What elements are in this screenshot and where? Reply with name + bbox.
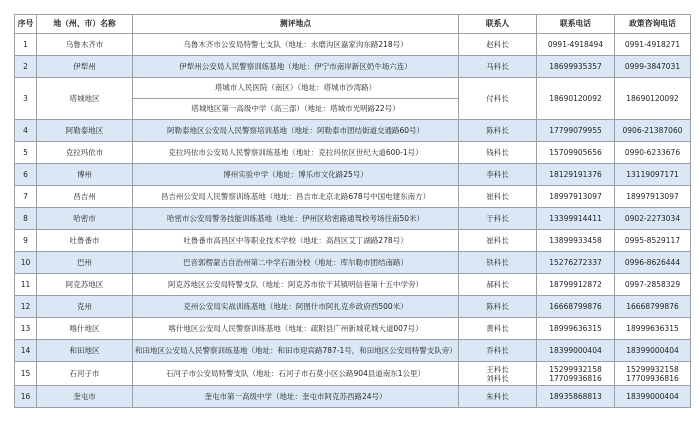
row-phone: 13399914411 xyxy=(537,208,615,230)
row-site-secondary: 塔城地区第一高级中学（高三部）（地址：塔城市光明路22号） xyxy=(133,99,459,120)
table-row xyxy=(15,252,691,274)
table-row xyxy=(15,230,691,252)
row-no: 4 xyxy=(15,120,37,142)
row-region: 阿勒泰地区 xyxy=(37,120,133,142)
row-no: 8 xyxy=(15,208,37,230)
row-site: 塔城市人民医院（南区）（地址：塔城市沙湾路） xyxy=(133,78,459,99)
header-row xyxy=(15,15,691,34)
table-row xyxy=(15,142,691,164)
row-policy-phone: 18399000404 xyxy=(615,340,691,362)
row-contact: 郝科长 xyxy=(459,274,537,296)
row-policy-phone: 18399000404 xyxy=(615,386,691,408)
row-contact: 赵科长 xyxy=(459,34,537,56)
row-contact: 陈科长 xyxy=(459,120,537,142)
row-phone: 18799912872 xyxy=(537,274,615,296)
table-row xyxy=(15,296,691,318)
row-policy-phone: 0906-21387060 xyxy=(615,120,691,142)
row-phone: 18690120092 xyxy=(537,78,615,120)
row-site: 喀什地区公安局人民警察训练基地（地址：疏附县广州新城花城大道007号） xyxy=(133,318,459,340)
header-site: 测评地点 xyxy=(133,15,459,34)
table-row xyxy=(15,386,691,408)
table-row xyxy=(15,362,691,386)
row-site: 乌鲁木齐市公安局特警七支队（地址：水磨沟区嘉家沟东路218号） xyxy=(133,34,459,56)
row-no: 12 xyxy=(15,296,37,318)
row-region: 哈密市 xyxy=(37,208,133,230)
row-site: 石河子市公安局特警支队（地址：石河子市石莫小区公路904县道南东1公里） xyxy=(133,362,459,386)
row-no: 3 xyxy=(15,78,37,120)
row-no: 1 xyxy=(15,34,37,56)
row-phone: 15709905656 xyxy=(537,142,615,164)
header-region: 地（州、市）名称 xyxy=(37,15,133,34)
row-region: 伊犁州 xyxy=(37,56,133,78)
row-site: 伊犁州公安局人民警察训练基地（地址：伊宁市南岸新区奶牛场六连） xyxy=(133,56,459,78)
row-policy-phone: 0999-3847031 xyxy=(615,56,691,78)
table-row xyxy=(15,208,691,230)
row-contact xyxy=(459,362,537,386)
row-phone: 18399000404 xyxy=(537,340,615,362)
row-site: 吐鲁番市高昌区中等职业技术学校（地址：高昌区艾丁湖路278号） xyxy=(133,230,459,252)
row-region: 昌吉州 xyxy=(37,186,133,208)
row-policy-phone: 0902-2273034 xyxy=(615,208,691,230)
table-container xyxy=(14,14,690,408)
table-row xyxy=(15,164,691,186)
row-policy-phone: 0995-8529117 xyxy=(615,230,691,252)
row-policy-line2: 17709936816 xyxy=(626,373,679,383)
row-no: 2 xyxy=(15,56,37,78)
test-site-table xyxy=(14,14,691,408)
row-region: 克拉玛依市 xyxy=(37,142,133,164)
row-region: 奎屯市 xyxy=(37,386,133,408)
row-site: 奎屯市第一高级中学（地址：奎屯市阿克苏西路24号） xyxy=(133,386,459,408)
table-row xyxy=(15,186,691,208)
row-contact: 崔科长 xyxy=(459,186,537,208)
row-region: 阿克苏地区 xyxy=(37,274,133,296)
row-no: 14 xyxy=(15,340,37,362)
row-contact: 付科长 xyxy=(459,78,537,120)
row-region: 乌鲁木齐市 xyxy=(37,34,133,56)
table-row xyxy=(15,78,691,99)
row-phone: 0991-4918494 xyxy=(537,34,615,56)
row-phone: 18999636315 xyxy=(537,318,615,340)
row-no: 6 xyxy=(15,164,37,186)
row-no: 11 xyxy=(15,274,37,296)
row-phone: 17799079955 xyxy=(537,120,615,142)
row-contact-line1: 王科长 xyxy=(486,364,509,374)
table-row xyxy=(15,318,691,340)
row-contact: 马科长 xyxy=(459,56,537,78)
row-policy-phone: 0990-6233676 xyxy=(615,142,691,164)
row-phone: 16668799876 xyxy=(537,296,615,318)
row-site: 克拉玛依市公安局人民警察训练基地（地址：克拉玛依区世纪大道600-1号） xyxy=(133,142,459,164)
row-phone: 18997913097 xyxy=(537,186,615,208)
row-phone-line1: 15299932158 xyxy=(549,364,602,374)
row-no: 10 xyxy=(15,252,37,274)
row-phone-line2: 17709936816 xyxy=(549,373,602,383)
table-row xyxy=(15,274,691,296)
row-no: 16 xyxy=(15,386,37,408)
row-contact: 钱科长 xyxy=(459,142,537,164)
row-contact: 于科长 xyxy=(459,208,537,230)
row-site: 和田地区公安局人民警察训练基地（地址：和田市迎宾路787-1号，和田地区公安局特警支队旁） xyxy=(133,340,459,362)
row-site: 博州实验中学（地址：博乐市文化路25号） xyxy=(133,164,459,186)
row-no: 15 xyxy=(15,362,37,386)
row-contact: 李科长 xyxy=(459,164,537,186)
row-phone: 18129191376 xyxy=(537,164,615,186)
row-site: 巴音郭楞蒙古自治州第二中学石油分校（地址：库尔勒市团结南路） xyxy=(133,252,459,274)
row-region: 塔城地区 xyxy=(37,78,133,120)
row-policy-phone xyxy=(615,362,691,386)
row-contact: 黄科长 xyxy=(459,318,537,340)
row-phone: 18699935357 xyxy=(537,56,615,78)
row-site: 阿勒泰地区公安局人民警察培训基地（地址：阿勒泰市团结街道交通路60号） xyxy=(133,120,459,142)
row-phone: 13899933458 xyxy=(537,230,615,252)
header-contact: 联系人 xyxy=(459,15,537,34)
row-phone xyxy=(537,362,615,386)
row-contact: 崔科长 xyxy=(459,230,537,252)
header-policy-phone: 政策咨询电话 xyxy=(615,15,691,34)
row-contact: 乔科长 xyxy=(459,340,537,362)
table-row xyxy=(15,56,691,78)
row-phone: 15276272337 xyxy=(537,252,615,274)
row-policy-phone: 18690120092 xyxy=(615,78,691,120)
row-region: 和田地区 xyxy=(37,340,133,362)
row-policy-phone: 18999636315 xyxy=(615,318,691,340)
row-region: 克州 xyxy=(37,296,133,318)
row-contact: 朱科长 xyxy=(459,386,537,408)
row-site: 哈密市公安局警务技能训练基地（地址：伊州区哈密路通驾校考场往南50米） xyxy=(133,208,459,230)
row-site: 阿克苏地区公安局特警支队（地址：阿克苏市依干其镇明信巷第十五中学旁） xyxy=(133,274,459,296)
row-policy-line1: 15299932158 xyxy=(626,364,679,374)
row-region: 吐鲁番市 xyxy=(37,230,133,252)
row-region: 石河子市 xyxy=(37,362,133,386)
row-contact: 铁科长 xyxy=(459,252,537,274)
row-no: 5 xyxy=(15,142,37,164)
row-contact-line2: 刘科长 xyxy=(486,373,509,383)
row-region: 巴州 xyxy=(37,252,133,274)
row-no: 13 xyxy=(15,318,37,340)
header-phone: 联系电话 xyxy=(537,15,615,34)
table-row xyxy=(15,120,691,142)
row-policy-phone: 18997913097 xyxy=(615,186,691,208)
table-row xyxy=(15,34,691,56)
row-no: 7 xyxy=(15,186,37,208)
table-row xyxy=(15,340,691,362)
row-policy-phone: 0997-2858329 xyxy=(615,274,691,296)
row-contact: 陈科长 xyxy=(459,296,537,318)
header-no: 序号 xyxy=(15,15,37,34)
row-phone: 18935868813 xyxy=(537,386,615,408)
row-region: 喀什地区 xyxy=(37,318,133,340)
row-policy-phone: 13119097171 xyxy=(615,164,691,186)
row-policy-phone: 0996-8626444 xyxy=(615,252,691,274)
row-no: 9 xyxy=(15,230,37,252)
row-site: 昌吉州公安局人民警察训练基地（地址：昌吉市北京北路678号中国电建东南方） xyxy=(133,186,459,208)
row-site: 克州公安局实战训练基地（地址：阿图什市阿扎克乡政府西500米） xyxy=(133,296,459,318)
row-policy-phone: 0991-4918271 xyxy=(615,34,691,56)
row-policy-phone: 16668799876 xyxy=(615,296,691,318)
row-region: 博州 xyxy=(37,164,133,186)
